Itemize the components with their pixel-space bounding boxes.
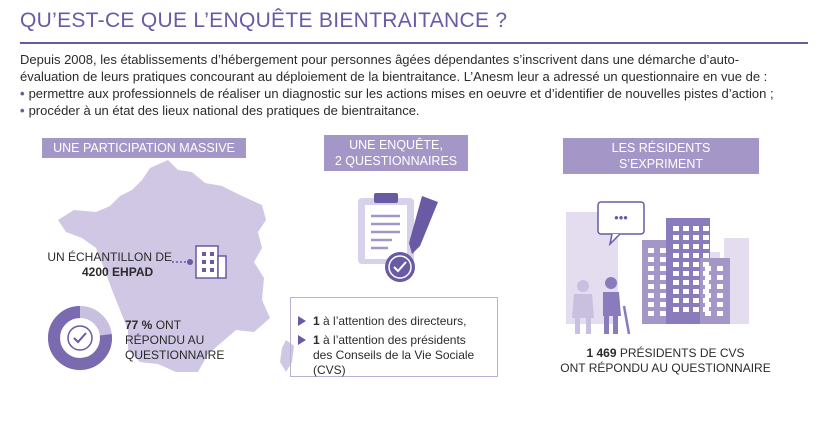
window: [648, 311, 654, 316]
window: [705, 293, 711, 298]
window: [683, 244, 689, 249]
window: [693, 280, 699, 285]
intro-bullet-2: • procéder à un état des lieux national des pratiques de bientraitance.: [20, 103, 420, 118]
window: [717, 284, 723, 289]
intro-bullet-1: • permettre aux professionnels de réaliser un diagnostic sur les actions mises en oeuvre et d’identifier de nouvelles pistes d’action ;: [20, 86, 774, 101]
window: [648, 284, 654, 289]
window: [673, 298, 679, 303]
page-title: QU’EST-CE QUE L’ENQUÊTE BIENTRAITANCE ?: [20, 9, 508, 32]
intro-line-2: évaluation de leurs pratiques concourant au déploiement de la bientraitance. L’Anesm leur a adressé un questionnaire en vue de :: [20, 69, 768, 84]
window: [693, 298, 699, 303]
window: [703, 244, 709, 249]
bullet-dot: •: [20, 103, 25, 118]
window: [693, 253, 699, 258]
residents-text: 1 469 PRÉSIDENTS DE CVS ONT RÉPONDU AU QUESTIONNAIRE: [560, 346, 771, 375]
window: [648, 293, 654, 298]
response-donut-chart: [54, 312, 106, 364]
window: [717, 311, 723, 316]
window: [693, 244, 699, 249]
questionnaire-item-2-line2: des Conseils de la Vie Sociale: [313, 348, 475, 362]
window: [717, 275, 723, 280]
window: [705, 311, 711, 316]
arrow-icon: [298, 316, 306, 326]
window: [717, 302, 723, 307]
window: [660, 293, 666, 298]
window: [673, 280, 679, 285]
window: [717, 293, 723, 298]
sample-count: 4200 EHPAD: [82, 265, 154, 279]
window: [705, 266, 711, 271]
window: [717, 266, 723, 271]
questionnaire-item-2-line3: (CVS): [313, 363, 346, 377]
window: [673, 271, 679, 276]
window: [673, 235, 679, 240]
window: [683, 289, 689, 294]
window: [705, 302, 711, 307]
window: [693, 262, 699, 267]
window: [673, 289, 679, 294]
sample-label: UN ÉCHANTILLON DE: [47, 250, 172, 264]
window: [705, 275, 711, 280]
bubble-dots: •••: [614, 210, 628, 225]
arrow-icon: [298, 335, 306, 345]
section-heading-residents: LES RÉSIDENTS S’EXPRIMENT: [563, 138, 759, 174]
window: [683, 235, 689, 240]
window: [683, 307, 689, 312]
window: [693, 307, 699, 312]
questionnaire-item-2: 1 à l’attention des présidents: [313, 333, 466, 347]
window: [648, 302, 654, 307]
connector-dot: [187, 259, 193, 265]
window: [673, 226, 679, 231]
window: [683, 253, 689, 258]
window: [703, 226, 709, 231]
window: [693, 271, 699, 276]
window: [673, 307, 679, 312]
window: [703, 235, 709, 240]
window: [660, 257, 666, 262]
bullet-dot: •: [20, 86, 25, 101]
check-badge-icon: [385, 252, 415, 282]
section-heading-participation: UNE PARTICIPATION MASSIVE: [42, 138, 246, 158]
questionnaire-item-1: 1 à l’attention des directeurs,: [313, 314, 467, 328]
window: [673, 262, 679, 267]
window: [660, 248, 666, 253]
section-heading-enquete: UNE ENQUÊTE, 2 QUESTIONNAIRES: [324, 135, 468, 171]
window: [660, 302, 666, 307]
window: [660, 311, 666, 316]
window: [648, 275, 654, 280]
window: [705, 284, 711, 289]
window: [660, 284, 666, 289]
window: [648, 248, 654, 253]
window: [660, 275, 666, 280]
window: [683, 271, 689, 276]
window: [673, 244, 679, 249]
window: [648, 257, 654, 262]
window: [683, 262, 689, 267]
window: [693, 289, 699, 294]
window: [683, 280, 689, 285]
response-label: 77 % ONT RÉPONDU AU QUESTIONNAIRE: [125, 318, 225, 362]
window: [673, 253, 679, 258]
window: [693, 235, 699, 240]
window: [683, 226, 689, 231]
window: [703, 253, 709, 258]
window: [683, 298, 689, 303]
window: [660, 266, 666, 271]
window: [693, 226, 699, 231]
intro-line-1: Depuis 2008, les établissements d’hébergement pour personnes âgées dépendantes s’inscrivent dans une démarche d’auto-: [20, 52, 740, 67]
window: [648, 266, 654, 271]
